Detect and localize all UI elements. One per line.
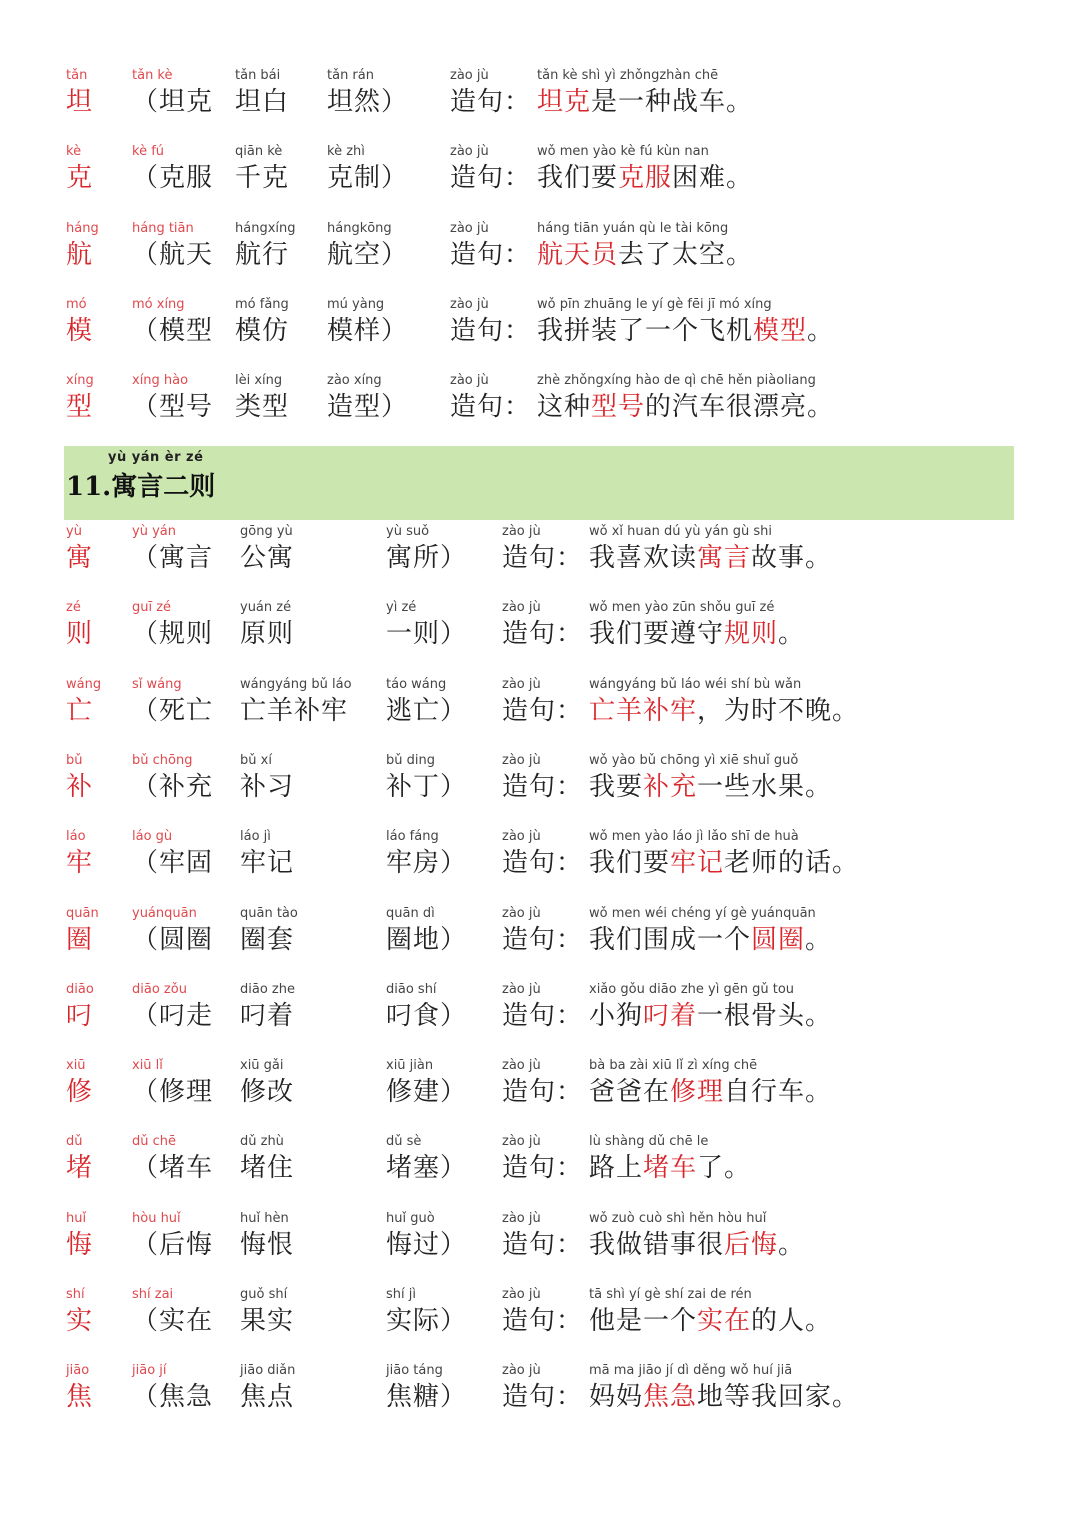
word-3-hanzi: 逃亡） [386,695,468,726]
target-character-hanzi: 坦 [66,87,94,117]
word-1-pinyin: láo gù [132,829,173,845]
highlighted-word: 焦急 [643,1382,698,1413]
target-character-hanzi: 圈 [66,924,94,955]
example-sentence-pinyin: bà ba zài xiū lǐ zì xíng chē [589,1058,758,1074]
target-character-pinyin: láo [66,829,86,845]
word-2-pinyin: lèi xíng [235,373,283,389]
sentence-text: 了。 [697,1153,752,1184]
sentence-text: 路上 [589,1153,644,1184]
sentence-label-pinyin: zào jù [502,1363,541,1379]
sentence-label-pinyin: zào jù [502,1058,541,1074]
sentence-text: 困难。 [672,163,754,194]
word-1-hanzi: （死亡 [132,695,214,726]
sentence-label-pinyin: zào jù [502,981,541,997]
word-3-hanzi: 模样） [327,315,409,346]
word-2-hanzi: 公寓 [240,543,295,573]
word-2-hanzi: 悔恨 [240,1229,295,1260]
word-3-pinyin: tǎn rán [327,68,374,83]
vocab-row [0,1287,1080,1347]
vocab-row [0,677,1080,737]
target-character-hanzi: 亡 [66,695,94,726]
example-sentence-hanzi [589,847,859,879]
word-1-hanzi: （修理 [132,1077,214,1108]
sentence-label-pinyin: zào jù [450,68,489,83]
target-character-pinyin: xiū [66,1058,86,1074]
sentence-text: 妈妈 [589,1382,644,1413]
word-2-pinyin: quān tào [240,905,298,921]
sentence-label-pinyin: zào jù [502,829,541,845]
example-sentence-hanzi [537,391,834,423]
word-2-pinyin: mó fǎng [235,296,289,312]
example-sentence-hanzi [589,1305,832,1337]
sentence-text: 。 [807,315,835,346]
word-3-hanzi: 一则） [386,619,468,650]
example-sentence-pinyin: háng tiān yuán qù le tài kōng [537,220,729,236]
word-3-hanzi: 牢房） [386,848,468,879]
word-1-pinyin: diāo zǒu [132,981,187,997]
example-sentence-hanzi [537,162,753,194]
word-2-hanzi: 坦白 [235,87,290,117]
sentence-label-pinyin: zào jù [450,373,489,389]
vocab-row [0,1134,1080,1194]
highlighted-word: 实在 [697,1306,752,1336]
vocab-row [0,982,1080,1042]
example-sentence-pinyin: wǒ pīn zhuāng le yí gè fēi jī mó xíng [537,296,772,312]
sentence-text: 一根骨头。 [697,1000,833,1031]
highlighted-word: 模型 [753,315,808,346]
word-3-hanzi: 寓所） [386,543,468,573]
word-1-hanzi: （圆圈 [132,924,214,955]
target-character-hanzi: 航 [66,239,94,270]
sentence-text: 老师的话。 [724,848,860,879]
target-character-hanzi: 实 [66,1306,94,1336]
example-sentence-hanzi [589,771,832,803]
target-character-hanzi: 牢 [66,848,94,879]
target-character-pinyin: wáng [66,676,102,692]
sentence-text: 自行车。 [724,1077,833,1108]
target-character-pinyin: xíng [66,373,94,389]
target-character-hanzi: 寓 [66,543,94,573]
highlighted-word: 牢记 [670,848,725,879]
example-sentence-hanzi [589,1000,832,1032]
word-1-pinyin: háng tiān [132,220,194,236]
sentence-label-hanzi: 造句： [502,1382,584,1413]
highlighted-word: 克服 [618,163,673,194]
word-1-hanzi: （坦克 [132,87,214,117]
sentence-label-pinyin: zào jù [450,220,489,236]
word-1-hanzi: （型号 [132,392,214,423]
target-character-pinyin: shí [66,1287,85,1302]
word-2-hanzi: 模仿 [235,315,290,346]
vocab-row [0,1058,1080,1118]
word-2-pinyin: huǐ hèn [240,1210,289,1226]
sentence-label-hanzi: 造句： [502,848,584,879]
word-3-hanzi: 圈地） [386,924,468,955]
example-sentence-pinyin: wǒ men yào láo jì lǎo shī de huà [589,829,799,845]
sentence-text: 地等我回家。 [697,1382,860,1413]
word-1-pinyin: bǔ chōng [132,752,193,768]
word-2-hanzi: 果实 [240,1306,295,1336]
word-3-pinyin: hángkōng [327,220,392,236]
word-1-hanzi: （叼走 [132,1000,214,1031]
sentence-text: 我喜欢读 [589,543,698,573]
sentence-label-hanzi: 造句： [502,1153,584,1184]
word-2-pinyin: bǔ xí [240,752,272,768]
sentence-text: 。 [805,924,833,955]
word-3-pinyin: huǐ guò [386,1210,435,1226]
vocab-row [0,600,1080,660]
example-sentence-hanzi [537,86,753,118]
word-3-pinyin: shí jì [386,1287,416,1302]
sentence-label-hanzi: 造句： [502,619,584,650]
word-3-hanzi: 坦然） [327,87,409,117]
word-1-pinyin: tǎn kè [132,68,173,83]
highlighted-word: 寓言 [697,543,752,573]
target-character-hanzi: 焦 [66,1382,94,1413]
vocab-row [0,144,1080,204]
target-character-hanzi: 补 [66,771,94,802]
example-sentence-pinyin: wǒ men yào kè fú kùn nan [537,144,709,160]
sentence-label-hanzi: 造句： [502,543,584,573]
word-1-hanzi: （实在 [132,1306,214,1336]
word-3-pinyin: dǔ sè [386,1134,422,1150]
highlighted-word: 堵车 [643,1153,698,1184]
target-character-pinyin: bǔ [66,752,83,768]
word-1-hanzi: （克服 [132,163,214,194]
sentence-label-pinyin: zào jù [450,144,489,160]
word-1-hanzi: （焦急 [132,1382,214,1413]
target-character-pinyin: háng [66,220,99,236]
target-character-pinyin: zé [66,600,81,616]
word-1-pinyin: jiāo jí [132,1363,167,1379]
target-character-hanzi: 叼 [66,1000,94,1031]
sentence-label-hanzi: 造句： [502,1000,584,1031]
highlighted-word: 坦克 [537,87,592,117]
sentence-label-hanzi: 造句： [502,1077,584,1108]
target-character-hanzi: 则 [66,619,94,650]
word-1-pinyin: yù yán [132,524,176,539]
word-3-pinyin: bǔ ding [386,752,435,768]
sentence-label-pinyin: zào jù [502,600,541,616]
sentence-label-hanzi: 造句： [502,1306,584,1336]
word-1-hanzi: （航天 [132,239,214,270]
word-3-hanzi: 实际） [386,1306,468,1336]
target-character-hanzi: 修 [66,1077,94,1108]
example-sentence-hanzi [589,1229,805,1261]
word-2-pinyin: láo jì [240,829,271,845]
target-character-pinyin: diāo [66,981,94,997]
word-2-hanzi: 类型 [235,392,290,423]
example-sentence-pinyin: wǒ men yào zūn shǒu guī zé [589,600,775,616]
word-2-hanzi: 千克 [235,163,290,194]
word-2-hanzi: 牢记 [240,848,295,879]
vocab-row [0,1211,1080,1271]
lesson-title: 11.寓言二则 [66,472,216,502]
sentence-text: 去了太空。 [618,239,754,270]
example-sentence-hanzi [537,315,834,347]
word-1-pinyin: yuánquān [132,905,197,921]
example-sentence-pinyin: zhè zhǒngxíng hào de qì chē hěn piàoliang [537,373,816,389]
sentence-label-pinyin: zào jù [502,676,541,692]
vocab-row [0,297,1080,357]
target-character-hanzi: 型 [66,392,94,423]
word-1-pinyin: hòu huǐ [132,1210,181,1226]
example-sentence-pinyin: wǒ yào bǔ chōng yì xiē shuǐ guǒ [589,752,799,768]
example-sentence-hanzi [589,1381,859,1413]
word-1-pinyin: kè fú [132,144,165,160]
sentence-text: ，为时不晚。 [697,695,860,726]
word-2-hanzi: 补习 [240,771,295,802]
sentence-label-hanzi: 造句： [450,163,532,194]
highlighted-word: 叼着 [643,1000,698,1031]
word-3-pinyin: láo fáng [386,829,439,845]
sentence-text: 我们围成一个 [589,924,752,955]
word-1-hanzi: （补充 [132,771,214,802]
highlighted-word: 规则 [724,619,779,650]
sentence-label-hanzi: 造句： [502,1229,584,1260]
highlighted-word: 修理 [670,1077,725,1108]
word-3-pinyin: kè zhì [327,144,365,160]
word-3-hanzi: 克制） [327,163,409,194]
word-1-hanzi: （牢固 [132,848,214,879]
target-character-hanzi: 克 [66,163,94,194]
word-2-pinyin: wángyáng bǔ láo [240,676,352,692]
sentence-label-pinyin: zào jù [502,752,541,768]
vocab-row [0,753,1080,813]
vocab-row [0,68,1080,128]
lesson-title-pinyin: yù yán èr zé [108,450,204,465]
word-1-hanzi: （堵车 [132,1153,214,1184]
word-3-hanzi: 航空） [327,239,409,270]
example-sentence-hanzi [589,1152,751,1184]
word-2-pinyin: jiāo diǎn [240,1363,296,1379]
example-sentence-pinyin: tā shì yí gè shí zai de rén [589,1287,752,1302]
sentence-label-hanzi: 造句： [450,239,532,270]
word-3-hanzi: 堵塞） [386,1153,468,1184]
highlighted-word: 后悔 [724,1229,779,1260]
sentence-text: 我拼装了一个飞机 [537,315,754,346]
highlighted-word: 圆圈 [751,924,806,955]
word-1-pinyin: guī zé [132,600,172,616]
sentence-label-hanzi: 造句： [450,87,532,117]
sentence-label-hanzi: 造句： [450,392,532,423]
sentence-text: 他是一个 [589,1306,698,1336]
sentence-text: 我们要 [589,848,671,879]
target-character-pinyin: yù [66,524,82,539]
sentence-text: 的汽车很漂亮。 [645,392,835,423]
highlighted-word: 型号 [591,392,646,423]
example-sentence-pinyin: lù shàng dǔ chē le [589,1134,709,1150]
sentence-label-hanzi: 造句： [502,695,584,726]
sentence-text: 是一种战车。 [591,87,754,117]
word-2-pinyin: qiān kè [235,144,283,160]
example-sentence-hanzi [589,542,832,574]
example-sentence-hanzi [537,239,753,271]
word-2-pinyin: yuán zé [240,600,292,616]
target-character-hanzi: 模 [66,315,94,346]
example-sentence-pinyin: wǒ xǐ huan dú yù yán gù shi [589,524,772,539]
sentence-text: 一些水果。 [697,771,833,802]
sentence-text: 我做错事很 [589,1229,725,1260]
word-2-pinyin: tǎn bái [235,68,281,83]
example-sentence-pinyin: xiǎo gǒu diāo zhe yì gēn gǔ tou [589,981,795,997]
example-sentence-pinyin: wǒ zuò cuò shì hěn hòu huǐ [589,1210,767,1226]
word-3-hanzi: 焦糖） [386,1382,468,1413]
highlighted-word: 补充 [643,771,698,802]
sentence-text: 这种 [537,392,592,423]
word-1-pinyin: mó xíng [132,296,185,312]
target-character-hanzi: 悔 [66,1229,94,1260]
example-sentence-pinyin: wǒ men wéi chéng yí gè yuánquān [589,905,816,921]
vocab-row [0,1363,1080,1423]
sentence-label-pinyin: zào jù [502,1210,541,1226]
word-2-pinyin: guǒ shí [240,1287,288,1302]
word-2-hanzi: 亡羊补牢 [240,695,349,726]
word-2-pinyin: xiū gǎi [240,1058,284,1074]
word-3-pinyin: yì zé [386,600,417,616]
word-3-pinyin: jiāo táng [386,1363,443,1379]
sentence-label-pinyin: zào jù [502,1134,541,1150]
sentence-text: 故事。 [751,543,833,573]
sentence-text: 我们要 [537,163,619,194]
target-character-hanzi: 堵 [66,1153,94,1184]
word-3-pinyin: xiū jiàn [386,1058,434,1074]
sentence-text: 我们要遵守 [589,619,725,650]
example-sentence-hanzi [589,924,832,956]
vocab-row [0,221,1080,281]
target-character-pinyin: dǔ [66,1134,83,1150]
word-3-pinyin: zào xíng [327,373,382,389]
word-2-pinyin: gōng yù [240,524,293,539]
example-sentence-pinyin: wángyáng bǔ láo wéi shí bù wǎn [589,676,802,692]
vocab-row [0,906,1080,966]
word-2-pinyin: diāo zhe [240,981,295,997]
word-1-hanzi: （后悔 [132,1229,214,1260]
sentence-label-pinyin: zào jù [502,905,541,921]
word-3-hanzi: 造型） [327,392,409,423]
example-sentence-hanzi [589,618,805,650]
word-3-pinyin: diāo shí [386,981,437,997]
lesson-header [64,446,1014,520]
word-1-pinyin: xiū lǐ [132,1058,163,1074]
target-character-pinyin: kè [66,144,82,160]
target-character-pinyin: tǎn [66,68,88,83]
word-2-hanzi: 焦点 [240,1382,295,1413]
word-3-pinyin: táo wáng [386,676,447,692]
word-2-pinyin: hángxíng [235,220,296,236]
word-1-pinyin: dǔ chē [132,1134,177,1150]
word-3-hanzi: 叼食） [386,1000,468,1031]
sentence-label-hanzi: 造句： [502,771,584,802]
sentence-text: 爸爸在 [589,1077,671,1108]
word-1-pinyin: shí zai [132,1287,174,1302]
word-1-hanzi: （规则 [132,619,214,650]
example-sentence-pinyin: tǎn kè shì yì zhǒngzhàn chē [537,68,719,83]
word-2-hanzi: 堵住 [240,1153,295,1184]
word-2-hanzi: 修改 [240,1077,295,1108]
word-2-hanzi: 圈套 [240,924,295,955]
sentence-label-pinyin: zào jù [502,524,541,539]
sentence-text: 。 [778,1229,806,1260]
vocab-row [0,524,1080,584]
word-2-pinyin: dǔ zhù [240,1134,284,1150]
word-1-pinyin: sǐ wáng [132,676,182,692]
target-character-pinyin: mó [66,296,87,312]
word-2-hanzi: 原则 [240,619,295,650]
word-1-hanzi: （寓言 [132,543,214,573]
word-3-pinyin: yù suǒ [386,524,430,539]
sentence-label-hanzi: 造句： [450,315,532,346]
word-3-pinyin: mú yàng [327,296,385,312]
target-character-pinyin: jiāo [66,1363,90,1379]
example-sentence-pinyin: mā ma jiāo jí dì děng wǒ huí jiā [589,1363,793,1379]
vocab-row [0,829,1080,889]
word-1-hanzi: （模型 [132,315,214,346]
sentence-label-pinyin: zào jù [502,1287,541,1302]
sentence-label-hanzi: 造句： [502,924,584,955]
example-sentence-hanzi [589,695,859,727]
sentence-text: 。 [778,619,806,650]
target-character-pinyin: huǐ [66,1210,87,1226]
sentence-label-pinyin: zào jù [450,296,489,312]
highlighted-word: 航天员 [537,239,619,270]
word-3-hanzi: 补丁） [386,771,468,802]
word-3-hanzi: 修建） [386,1077,468,1108]
word-1-pinyin: xíng hào [132,373,189,389]
sentence-text: 的人。 [751,1306,833,1336]
word-3-hanzi: 悔过） [386,1229,468,1260]
sentence-text: 我要 [589,771,644,802]
word-2-hanzi: 航行 [235,239,290,270]
sentence-text: 小狗 [589,1000,644,1031]
vocab-row [0,373,1080,433]
example-sentence-hanzi [589,1076,832,1108]
highlighted-word: 亡羊补牢 [589,695,698,726]
target-character-pinyin: quān [66,905,99,921]
word-3-pinyin: quān dì [386,905,435,921]
word-2-hanzi: 叼着 [240,1000,295,1031]
